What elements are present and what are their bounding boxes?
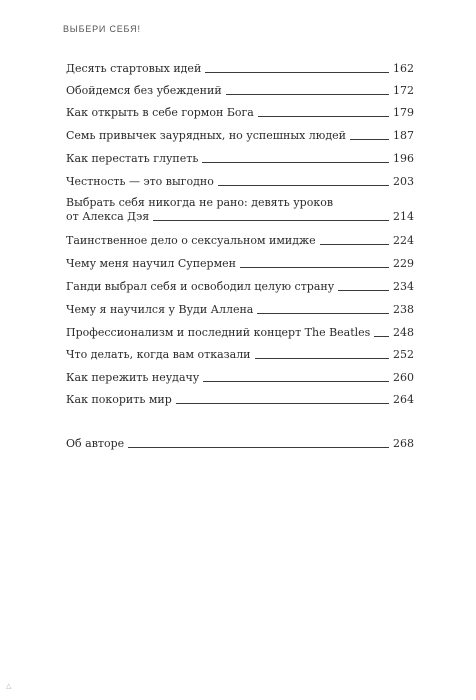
toc-entry <box>66 152 414 166</box>
toc-entry-page: 203 <box>393 175 414 188</box>
toc-entry-title: Десять стартовых идей <box>66 62 202 75</box>
toc-entry <box>66 326 414 340</box>
dot-leader <box>257 313 389 314</box>
dot-leader <box>205 72 389 73</box>
toc-entry-title: Профессионализм и последний концерт The Beatles <box>66 326 371 339</box>
toc-entry-title: Честность — это выгодно <box>66 175 214 188</box>
toc-entry-page: 268 <box>393 437 414 450</box>
toc-entry-title: Об авторе <box>66 437 125 450</box>
toc-entry-page: 196 <box>393 152 414 165</box>
dot-leader <box>202 162 389 163</box>
toc-entry-page: 214 <box>393 210 414 223</box>
toc-entry-about-author <box>66 437 414 451</box>
running-head: ВЫБЕРИ СЕБЯ! <box>63 24 141 34</box>
dot-leader <box>226 94 389 95</box>
toc-entry <box>66 129 414 143</box>
toc-entry-title: Ганди выбрал себя и освободил целую страну <box>66 280 335 293</box>
dot-leader <box>374 336 389 337</box>
dot-leader <box>203 381 389 382</box>
toc-entry <box>66 175 414 189</box>
dot-leader <box>128 447 389 448</box>
toc-entry-page: 229 <box>393 257 414 270</box>
toc-entry-title-line2: от Алекса Дэя <box>66 210 150 223</box>
toc-entry <box>66 371 414 385</box>
toc-entry-title-line1: Выбрать себя никогда не рано: девять уроков <box>66 196 334 209</box>
dot-leader <box>255 358 389 359</box>
toc-entry <box>66 348 414 362</box>
toc-entry <box>66 84 414 98</box>
toc-entry-title: Семь привычек заурядных, но успешных людей <box>66 129 346 142</box>
dot-leader <box>153 220 389 221</box>
toc-entry-title: Как перестать глупеть <box>66 152 199 165</box>
toc-entry <box>66 303 414 317</box>
dot-leader <box>240 267 389 268</box>
dot-leader <box>338 290 389 291</box>
dot-leader <box>176 403 389 404</box>
toc-entry-page: 264 <box>393 393 414 406</box>
toc-entry-title: Как покорить мир <box>66 393 172 406</box>
dot-leader <box>218 185 389 186</box>
dot-leader <box>258 116 389 117</box>
dot-leader <box>350 139 389 140</box>
toc-entry <box>66 280 414 294</box>
toc-entry-title: Как пережить неудачу <box>66 371 200 384</box>
corner-mark-icon: △ <box>6 683 12 690</box>
toc-entry-title: Чему меня научил Супермен <box>66 257 236 270</box>
toc-entry-page: 234 <box>393 280 414 293</box>
toc-entry-title: Что делать, когда вам отказали <box>66 348 251 361</box>
toc-entry-page: 248 <box>393 326 414 339</box>
toc-entry-page: 187 <box>393 129 414 142</box>
toc-entry <box>66 196 414 224</box>
dot-leader <box>320 244 389 245</box>
toc-entry-page: 238 <box>393 303 414 316</box>
toc-entry <box>66 62 414 76</box>
toc-entry-page: 224 <box>393 234 414 247</box>
toc-entry <box>66 257 414 271</box>
toc-entry-page: 172 <box>393 84 414 97</box>
toc-entry-page: 252 <box>393 348 414 361</box>
toc-entry-title: Чему я научился у Вуди Аллена <box>66 303 254 316</box>
toc-entry-page: 162 <box>393 62 414 75</box>
toc-entry <box>66 393 414 407</box>
toc-entry-title: Обойдемся без убеждений <box>66 84 222 97</box>
toc-entry <box>66 234 414 248</box>
toc-entry <box>66 106 414 120</box>
toc-entry-title: Таинственное дело о сексуальном имидже <box>66 234 316 247</box>
toc-entry-page: 179 <box>393 106 414 119</box>
toc-entry-title: Как открыть в себе гормон Бога <box>66 106 254 119</box>
toc-entry-page: 260 <box>393 371 414 384</box>
